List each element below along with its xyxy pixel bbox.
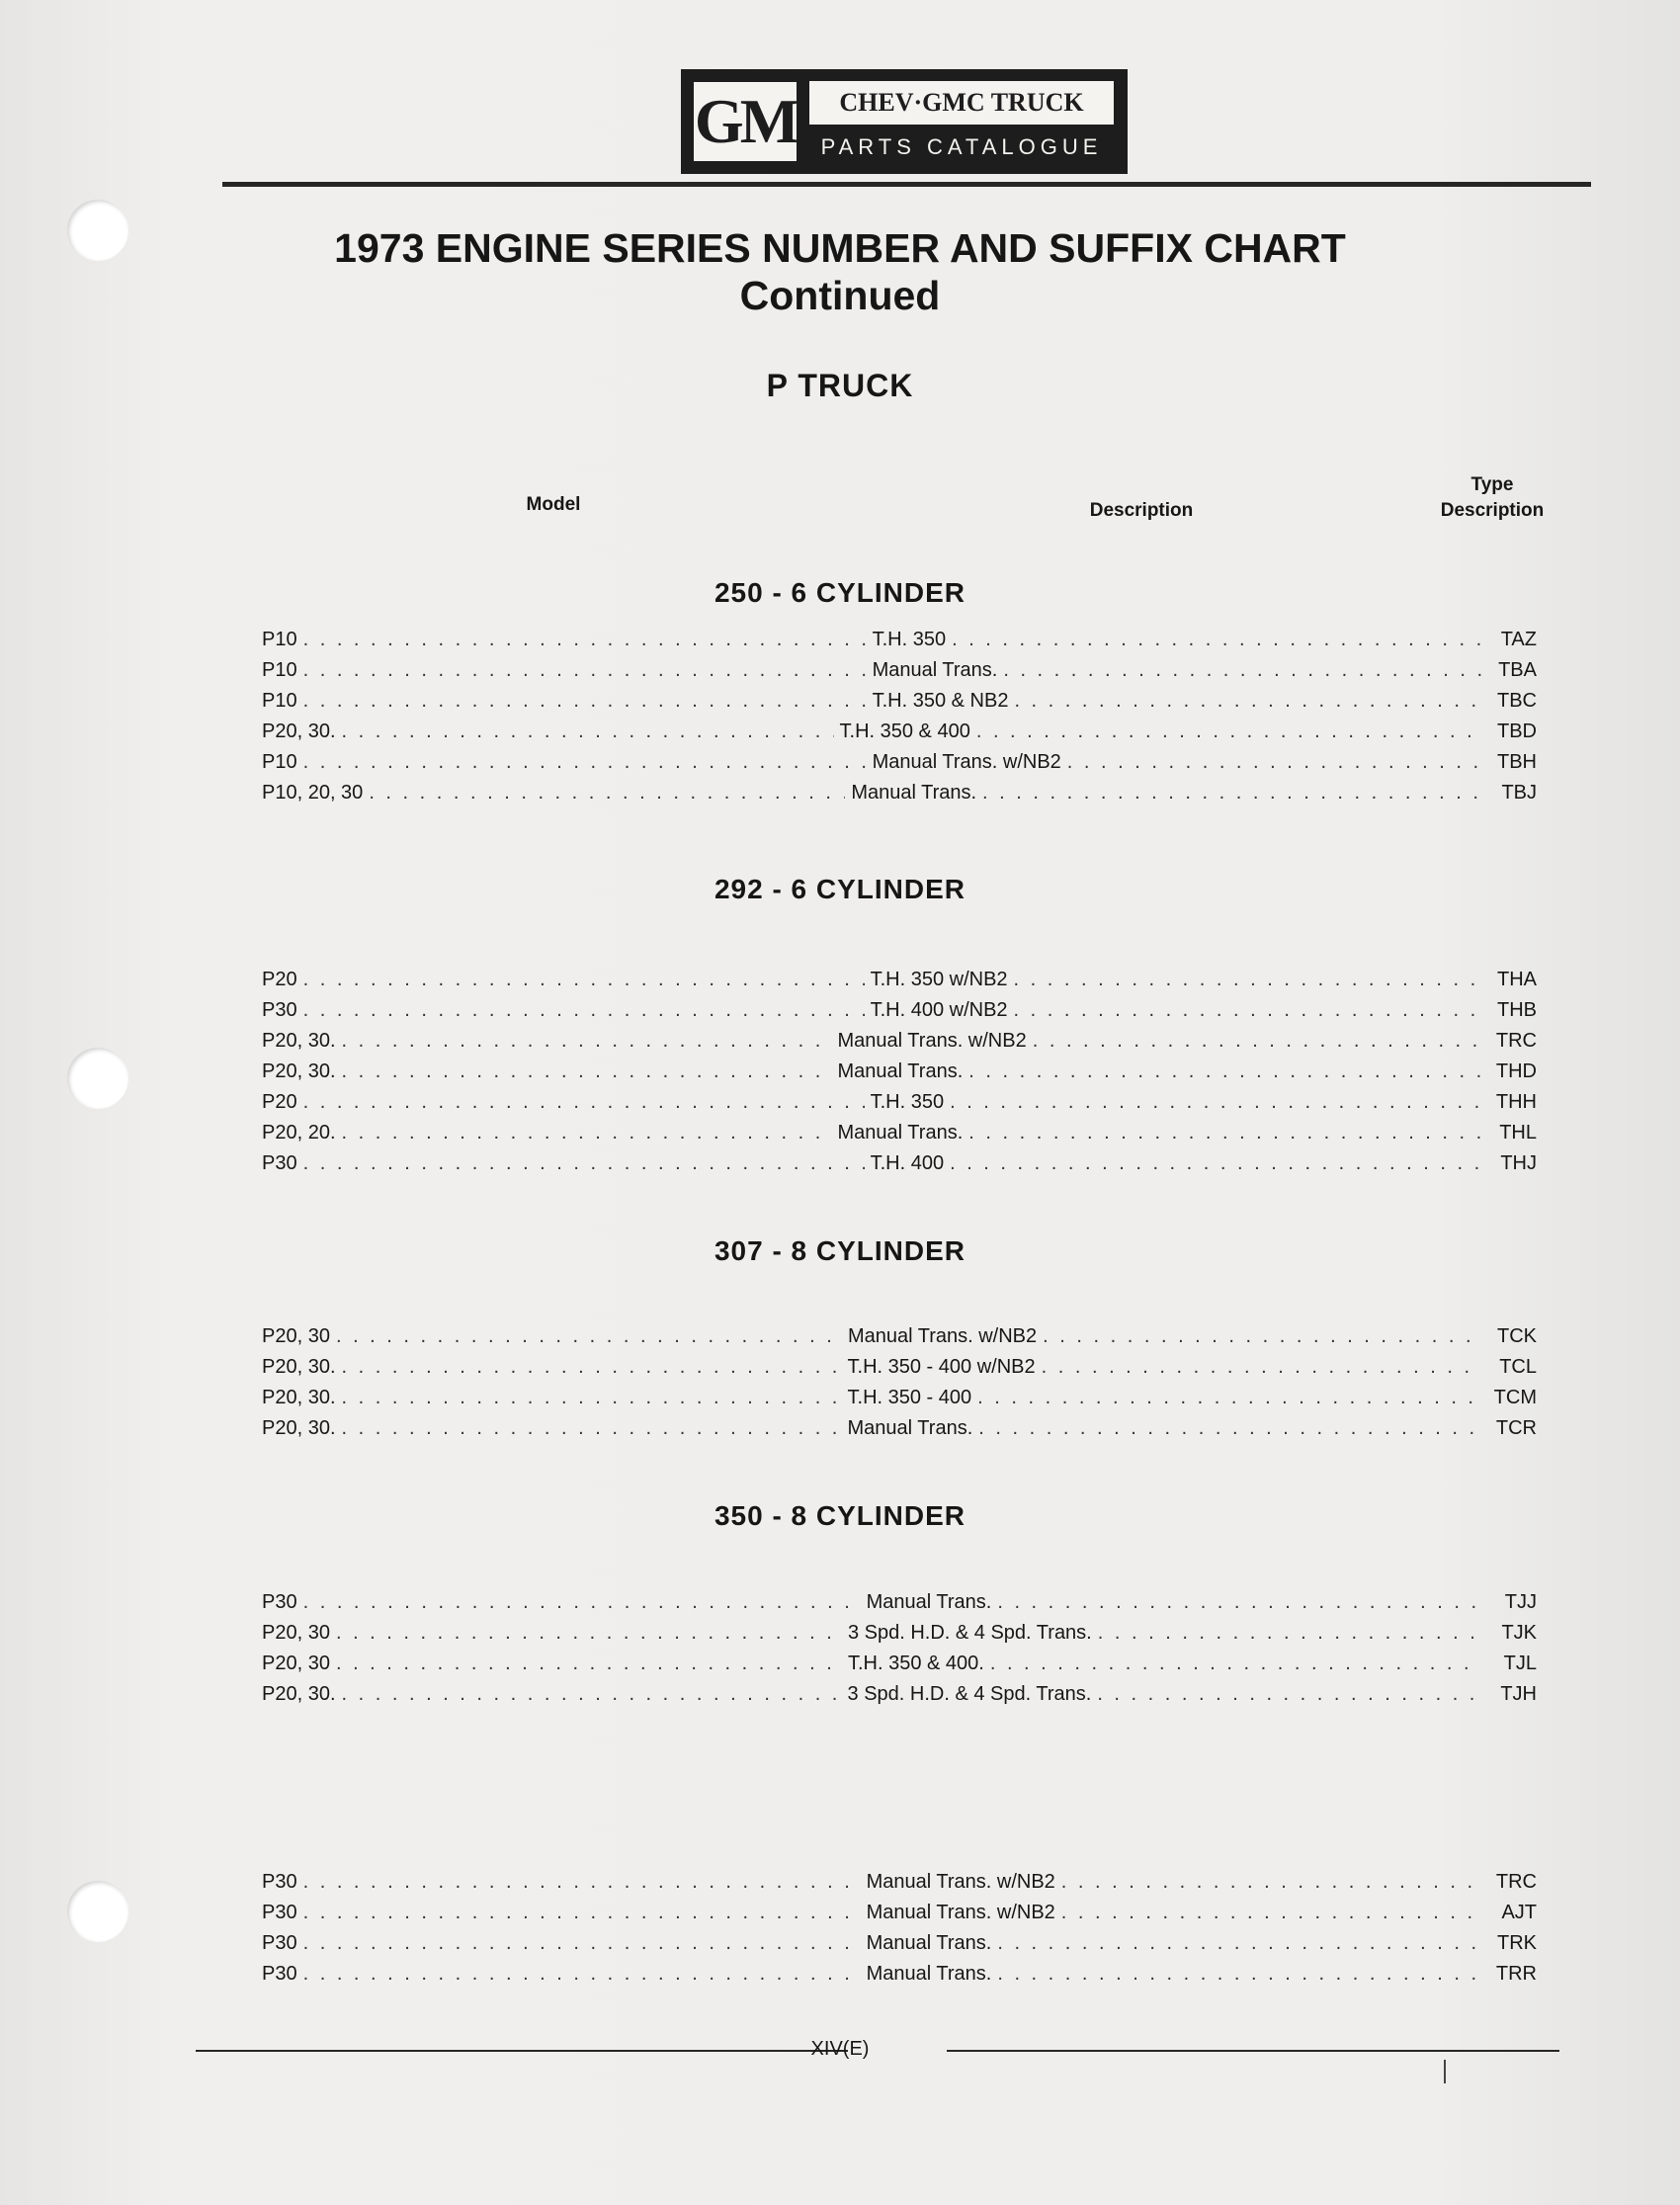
type-cell: AJT [1501,1902,1537,1923]
table-row [262,1645,1537,1675]
type-cell: TBA [1498,659,1537,681]
description-cell: Manual Trans. [866,1591,992,1613]
table-row [262,713,1537,743]
model-cell: P30 [262,1963,297,1985]
model-cell: P20, 30. [262,1030,336,1052]
type-cell: TCK [1497,1325,1537,1347]
table-row [262,1409,1537,1440]
table-row [262,1614,1537,1645]
model-cell: P30 [262,1902,297,1923]
model-cell: P20, 30. [262,721,336,742]
model-cell: P10 [262,690,297,712]
footer-tick-mark [1444,2060,1446,2083]
description-cell: Manual Trans. [851,782,977,804]
engine-table-unlabeled [262,1863,1537,1986]
model-cell: P20, 20. [262,1122,336,1144]
truck-series-heading: P TRUCK [766,368,914,403]
table-row [262,774,1537,805]
description-cell: T.H. 350 - 400 [847,1387,972,1408]
type-cell: TRC [1495,1030,1537,1052]
description-cell: T.H. 350 & 400 [839,721,970,742]
description-cell: T.H. 350 & NB2 [872,690,1009,712]
description-cell: Manual Trans. [837,1122,964,1144]
model-cell: P10 [262,751,297,773]
table-row [262,1379,1537,1409]
model-cell: P20 [262,1091,297,1113]
engine-table-307 [262,1317,1537,1440]
type-cell: TRC [1495,1871,1537,1893]
model-cell: P10 [262,659,297,681]
description-cell: Manual Trans. [837,1060,964,1082]
model-cell: P30 [262,1591,297,1613]
description-cell: Manual Trans. w/NB2 [847,1325,1038,1347]
model-cell: P30 [262,1932,297,1954]
description-cell: Manual Trans. w/NB2 [866,1902,1055,1923]
model-cell: P30 [262,1871,297,1893]
engine-table-350 [262,1583,1537,1706]
table-row [262,1924,1537,1955]
description-cell: Manual Trans. [866,1963,992,1985]
column-header-type-description [1423,472,1561,523]
model-cell: P20 [262,969,297,990]
model-cell: P30 [262,1152,297,1174]
type-cell: THA [1497,969,1537,990]
table-row [262,651,1537,682]
description-cell: T.H. 350 [872,629,947,650]
section-heading: 250 - 6 CYLINDER [714,577,966,608]
table-row [262,1145,1537,1175]
table-row [262,1053,1537,1083]
catalogue-label: PARTS CATALOGUE [820,134,1103,159]
type-cell: TCR [1495,1417,1537,1439]
model-cell: P20, 30. [262,1417,336,1439]
table-row [262,743,1537,774]
type-cell: TJJ [1504,1591,1537,1613]
binder-hole [67,1048,128,1109]
model-cell: P20, 30 [262,1653,330,1674]
model-cell: P20, 30. [262,1387,336,1408]
type-cell: TBJ [1501,782,1537,804]
section-heading: 350 - 8 CYLINDER [714,1500,966,1531]
gm-logo: GM [691,79,799,164]
table-row [262,1675,1537,1706]
description-cell: Manual Trans. [866,1932,992,1954]
page-number: XIV(E) [810,2038,870,2060]
type-cell: TJL [1503,1653,1537,1674]
page-title-continued: Continued [739,273,941,318]
table-row [262,961,1537,991]
description-cell: Manual Trans. w/NB2 [866,1871,1055,1893]
model-cell: P20, 30 [262,1622,330,1644]
description-cell: Manual Trans. [847,1417,973,1439]
type-cell: TJK [1501,1622,1537,1644]
section-heading: 292 - 6 CYLINDER [714,874,966,904]
type-header-line2: Description [1440,499,1545,521]
description-cell: T.H. 350 - 400 w/NB2 [847,1356,1036,1378]
page-title: 1973 ENGINE SERIES NUMBER AND SUFFIX CHART [334,225,1346,271]
table-row [262,1317,1537,1348]
brand-label: CHEV·GMC TRUCK [809,81,1114,125]
type-cell: THH [1495,1091,1537,1113]
table-row [262,1863,1537,1894]
table-row [262,1955,1537,1986]
description-cell: T.H. 350 [870,1091,945,1113]
type-cell: TRK [1497,1932,1537,1954]
type-cell: THD [1495,1060,1537,1082]
model-cell: P20, 30. [262,1356,336,1378]
type-cell: TCM [1493,1387,1537,1408]
table-row [262,1583,1537,1614]
engine-table-250 [262,621,1537,805]
description-cell: Manual Trans. [872,659,998,681]
description-cell: T.H. 400 [870,1152,945,1174]
description-cell: 3 Spd. H.D. & 4 Spd. Trans. [847,1622,1092,1644]
type-cell: TCL [1499,1356,1537,1378]
type-cell: TJH [1500,1683,1537,1705]
table-row [262,991,1537,1022]
table-row [262,1894,1537,1924]
description-cell: T.H. 350 w/NB2 [870,969,1008,990]
section-heading: 307 - 8 CYLINDER [714,1235,966,1266]
type-cell: TAZ [1500,629,1537,650]
type-cell: TBH [1497,751,1537,773]
model-cell: P10 [262,629,297,650]
type-header-line1: Type [1470,474,1514,495]
description-cell: 3 Spd. H.D. & 4 Spd. Trans. [847,1683,1092,1705]
engine-table-292 [262,961,1537,1175]
table-row [262,1022,1537,1053]
description-cell: T.H. 400 w/NB2 [870,999,1008,1021]
model-cell: P20, 30. [262,1683,336,1705]
model-cell: P30 [262,999,297,1021]
column-header-description: Description [1089,500,1194,521]
type-cell: TBD [1497,721,1537,742]
description-cell: Manual Trans. w/NB2 [837,1030,1027,1052]
table-row [262,1114,1537,1145]
table-row [262,682,1537,713]
table-row [262,1348,1537,1379]
table-row [262,621,1537,651]
column-header-model: Model [526,494,581,515]
binder-hole [67,1881,128,1942]
type-cell: THL [1499,1122,1537,1144]
type-cell: TBC [1497,690,1537,712]
description-cell: Manual Trans. w/NB2 [872,751,1061,773]
model-cell: P20, 30. [262,1060,336,1082]
catalogue-header [681,69,1128,174]
description-cell: T.H. 350 & 400. [847,1653,984,1674]
type-cell: TRR [1495,1963,1537,1985]
header-rule [222,182,1591,187]
table-row [262,1083,1537,1114]
type-cell: THJ [1500,1152,1537,1174]
model-cell: P10, 20, 30 [262,782,364,804]
model-cell: P20, 30 [262,1325,330,1347]
type-cell: THB [1497,999,1537,1021]
